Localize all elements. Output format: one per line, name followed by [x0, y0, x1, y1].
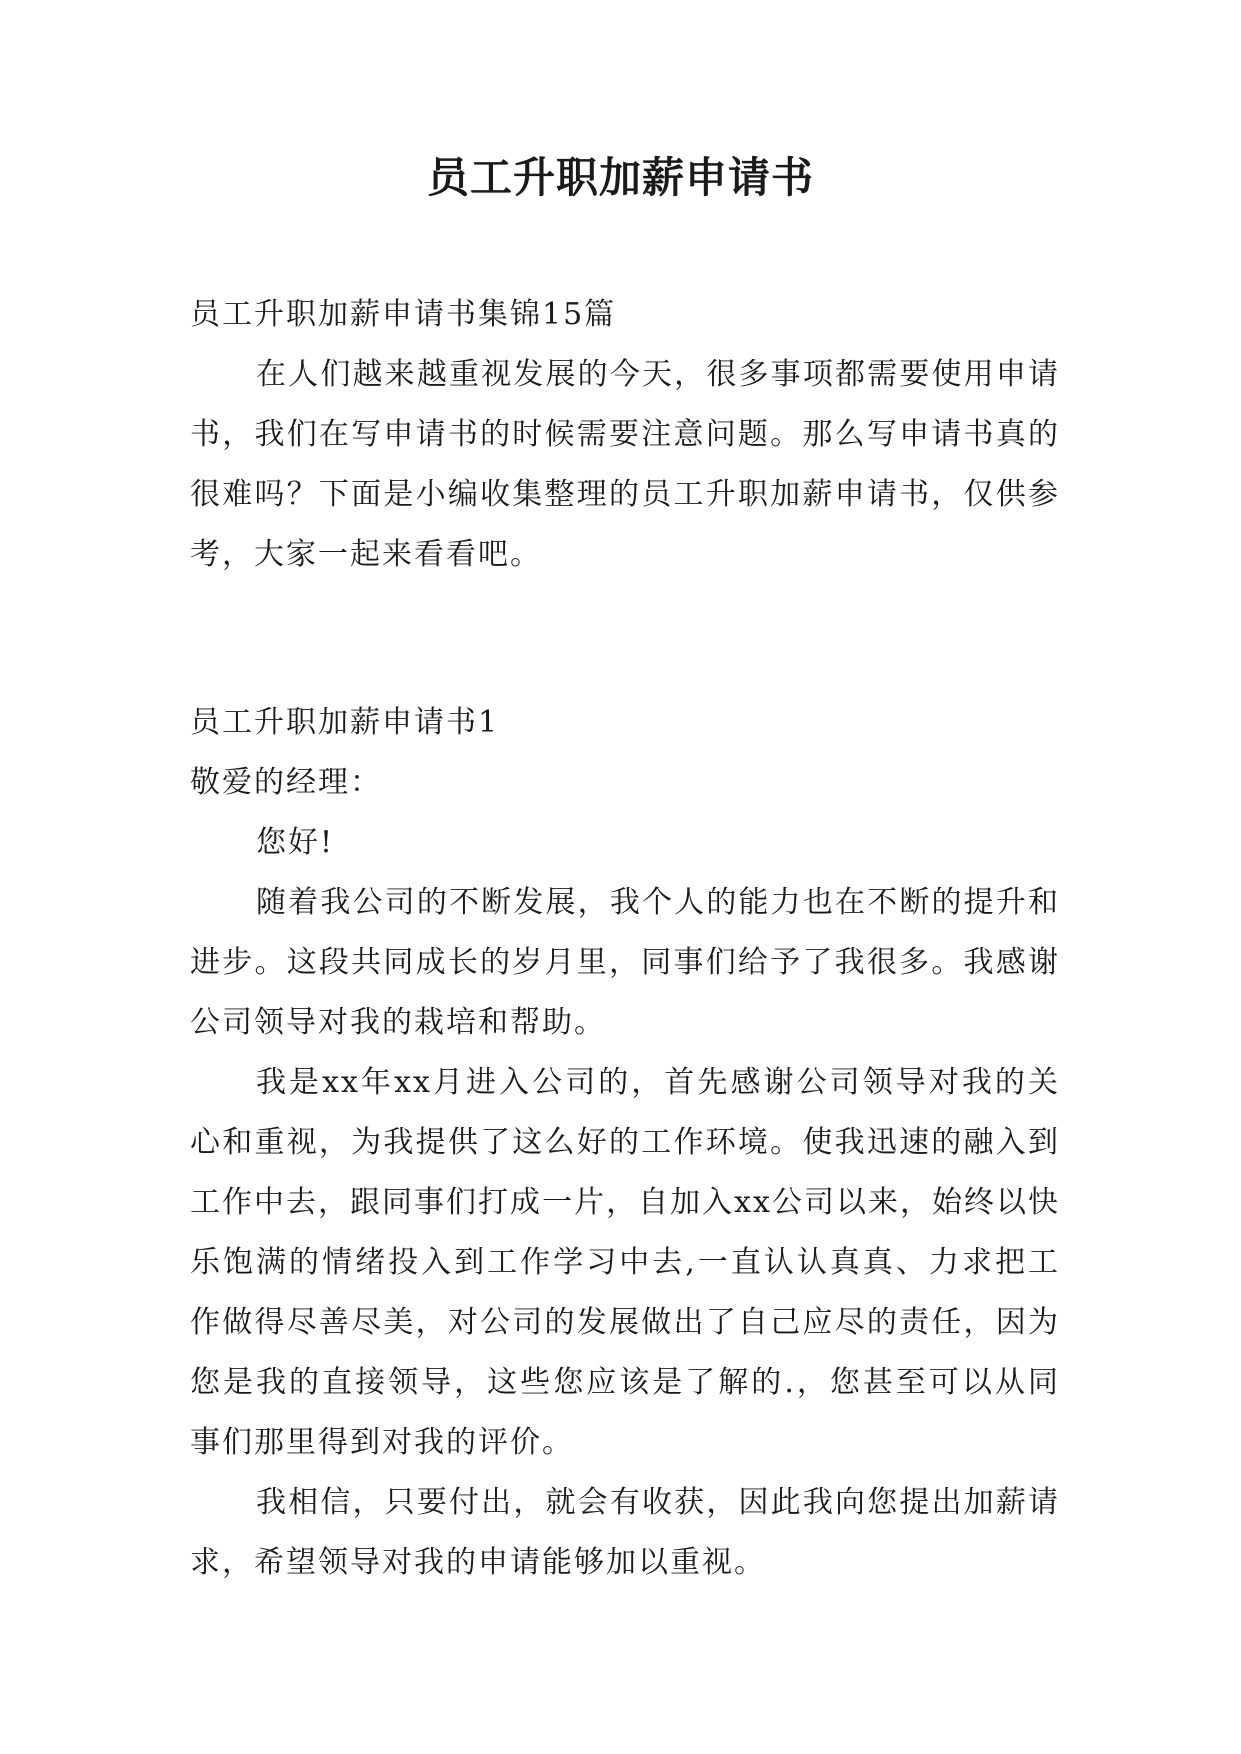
section-spacer [190, 585, 1060, 693]
greeting: 您好! [256, 825, 335, 860]
section-heading: 员工升职加薪申请书1 [190, 705, 500, 740]
document-title: 员工升职加薪申请书 [426, 153, 814, 202]
subtitle: 员工升职加薪申请书集锦15篇 [190, 297, 617, 332]
body-paragraph-2: 我是xx年xx月进入公司的，首先感谢公司领导对我的关心和重视，为我提供了这么好的工作环境。使我迅速的融入到工作中去，跟同事们打成一片，自加入xx公司以来，始终以快乐饱满的情绪投入到工作学习中去,一直认认真真、力求把工作做得尽善尽美，对公司的发展做出了自己应尽的责任，因为您是我的直接领导，这些您应该是了解的.，您甚至可以从同事们那里得到对我的评价。 [190, 1065, 1060, 1460]
document-body [190, 285, 1060, 1593]
intro-paragraph: 在人们越来越重视发展的今天，很多事项都需要使用申请书，我们在写申请书的时候需要注意问题。那么写申请书真的很难吗？下面是小编收集整理的员工升职加薪申请书，仅供参考，大家一起来看看吧。 [190, 357, 1060, 572]
salutation: 敬爱的经理： [190, 765, 382, 800]
body-paragraph-3: 我相信，只要付出，就会有收获，因此我向您提出加薪请求，希望领导对我的申请能够加以重视。 [190, 1485, 1060, 1580]
body-paragraph-1: 随着我公司的不断发展，我个人的能力也在不断的提升和进步。这段共同成长的岁月里，同事们给予了我很多。我感谢公司领导对我的栽培和帮助。 [190, 885, 1060, 1040]
